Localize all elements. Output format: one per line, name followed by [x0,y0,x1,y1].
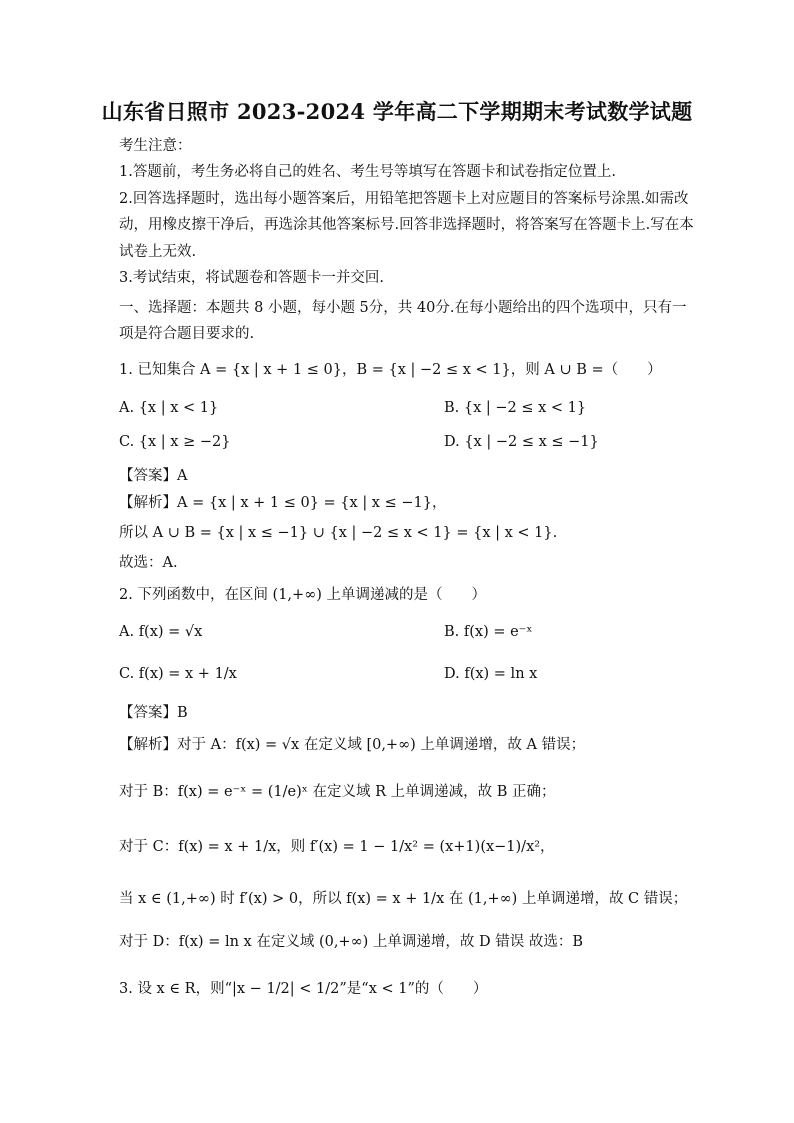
question-1-analysis: 故选：A. [119,555,178,571]
notice-item: 试卷上无效. [119,244,197,260]
question-2-analysis: 对于 C：f(x) = x + 1/x，则 f′(x) = 1 − 1/x² = (x+1)(x−1)/x²， [119,839,555,855]
question-1-analysis: 【解析】A = {x | x + 1 ≤ 0} = {x | x ≤ −1}， [119,495,447,511]
document-title: 山东省日照市 2023-2024 学年高二下学期期末考试数学试题 [101,99,693,124]
question-2-analysis: 对于 D：f(x) = ln x 在定义域 (0,+∞) 上单调递增，故 D 错误 故选：B [119,934,584,950]
section-heading: 项是符合题目要求的. [119,326,255,342]
question-1-option-b: B. {x | −2 ≤ x < 1} [444,400,587,416]
question-1-answer: 【答案】A [119,468,188,484]
question-2-stem: 2. 下列函数中，在区间 (1,+∞) 上单调递减的是（ ） [119,587,487,603]
question-1-stem: 1. 已知集合 A = {x | x + 1 ≤ 0}，B = {x | −2 ≤ x < 1}，则 A ∪ B =（ ） [119,362,662,378]
question-2-analysis: 对于 B：f(x) = e⁻ˣ = (1/e)ˣ 在定义域 R 上单调递减，故 B 正确； [119,784,556,800]
question-2-analysis: 当 x ∈ (1,+∞) 时 f′(x) > 0，所以 f(x) = x + 1/x 在 (1,+∞) 上单调递增，故 C 错误； [119,891,688,907]
notice-item: 1.答题前，考生务必将自己的姓名、考生号等填写在答题卡和试卷指定位置上. [119,164,616,180]
question-1-analysis: 所以 A ∪ B = {x | x ≤ −1} ∪ {x | −2 ≤ x < 1} = {x | x < 1}. [119,525,558,541]
question-2-analysis: 【解析】对于 A：f(x) = √x 在定义域 [0,+∞) 上单调递增，故 A 错误； [119,737,586,753]
question-1-option-d: D. {x | −2 ≤ x ≤ −1} [444,434,599,450]
question-2-option-a: A. f(x) = √x [119,624,203,640]
question-3-stem: 3. 设 x ∈ R，则“|x − 1/2| < 1/2”是“x < 1”的（ ） [119,981,488,997]
section-heading: 一、选择题：本题共 8 小题，每小题 5分，共 40分.在每小题给出的四个选项中，只有一 [119,300,687,316]
notice-item: 2.回答选择题时，选出每小题答案后，用铅笔把答题卡上对应题目的答案标号涂黑.如需改 [119,191,689,207]
question-1-option-c: C. {x | x ≥ −2} [119,434,231,450]
notice-item: 3.考试结束，将试题卷和答题卡一并交回. [119,270,384,286]
question-1-option-a: A. {x | x < 1} [119,400,219,416]
question-2-option-d: D. f(x) = ln x [444,666,538,682]
question-2-option-c: C. f(x) = x + 1/x [119,666,237,682]
notice-heading: 考生注意： [119,138,192,154]
question-2-answer: 【答案】B [119,705,188,721]
notice-item: 动，用橡皮擦干净后，再选涂其他答案标号.回答非选择题时，将答案写在答题卡上.写在本 [119,217,694,233]
question-2-option-b: B. f(x) = e⁻ˣ [444,624,533,640]
